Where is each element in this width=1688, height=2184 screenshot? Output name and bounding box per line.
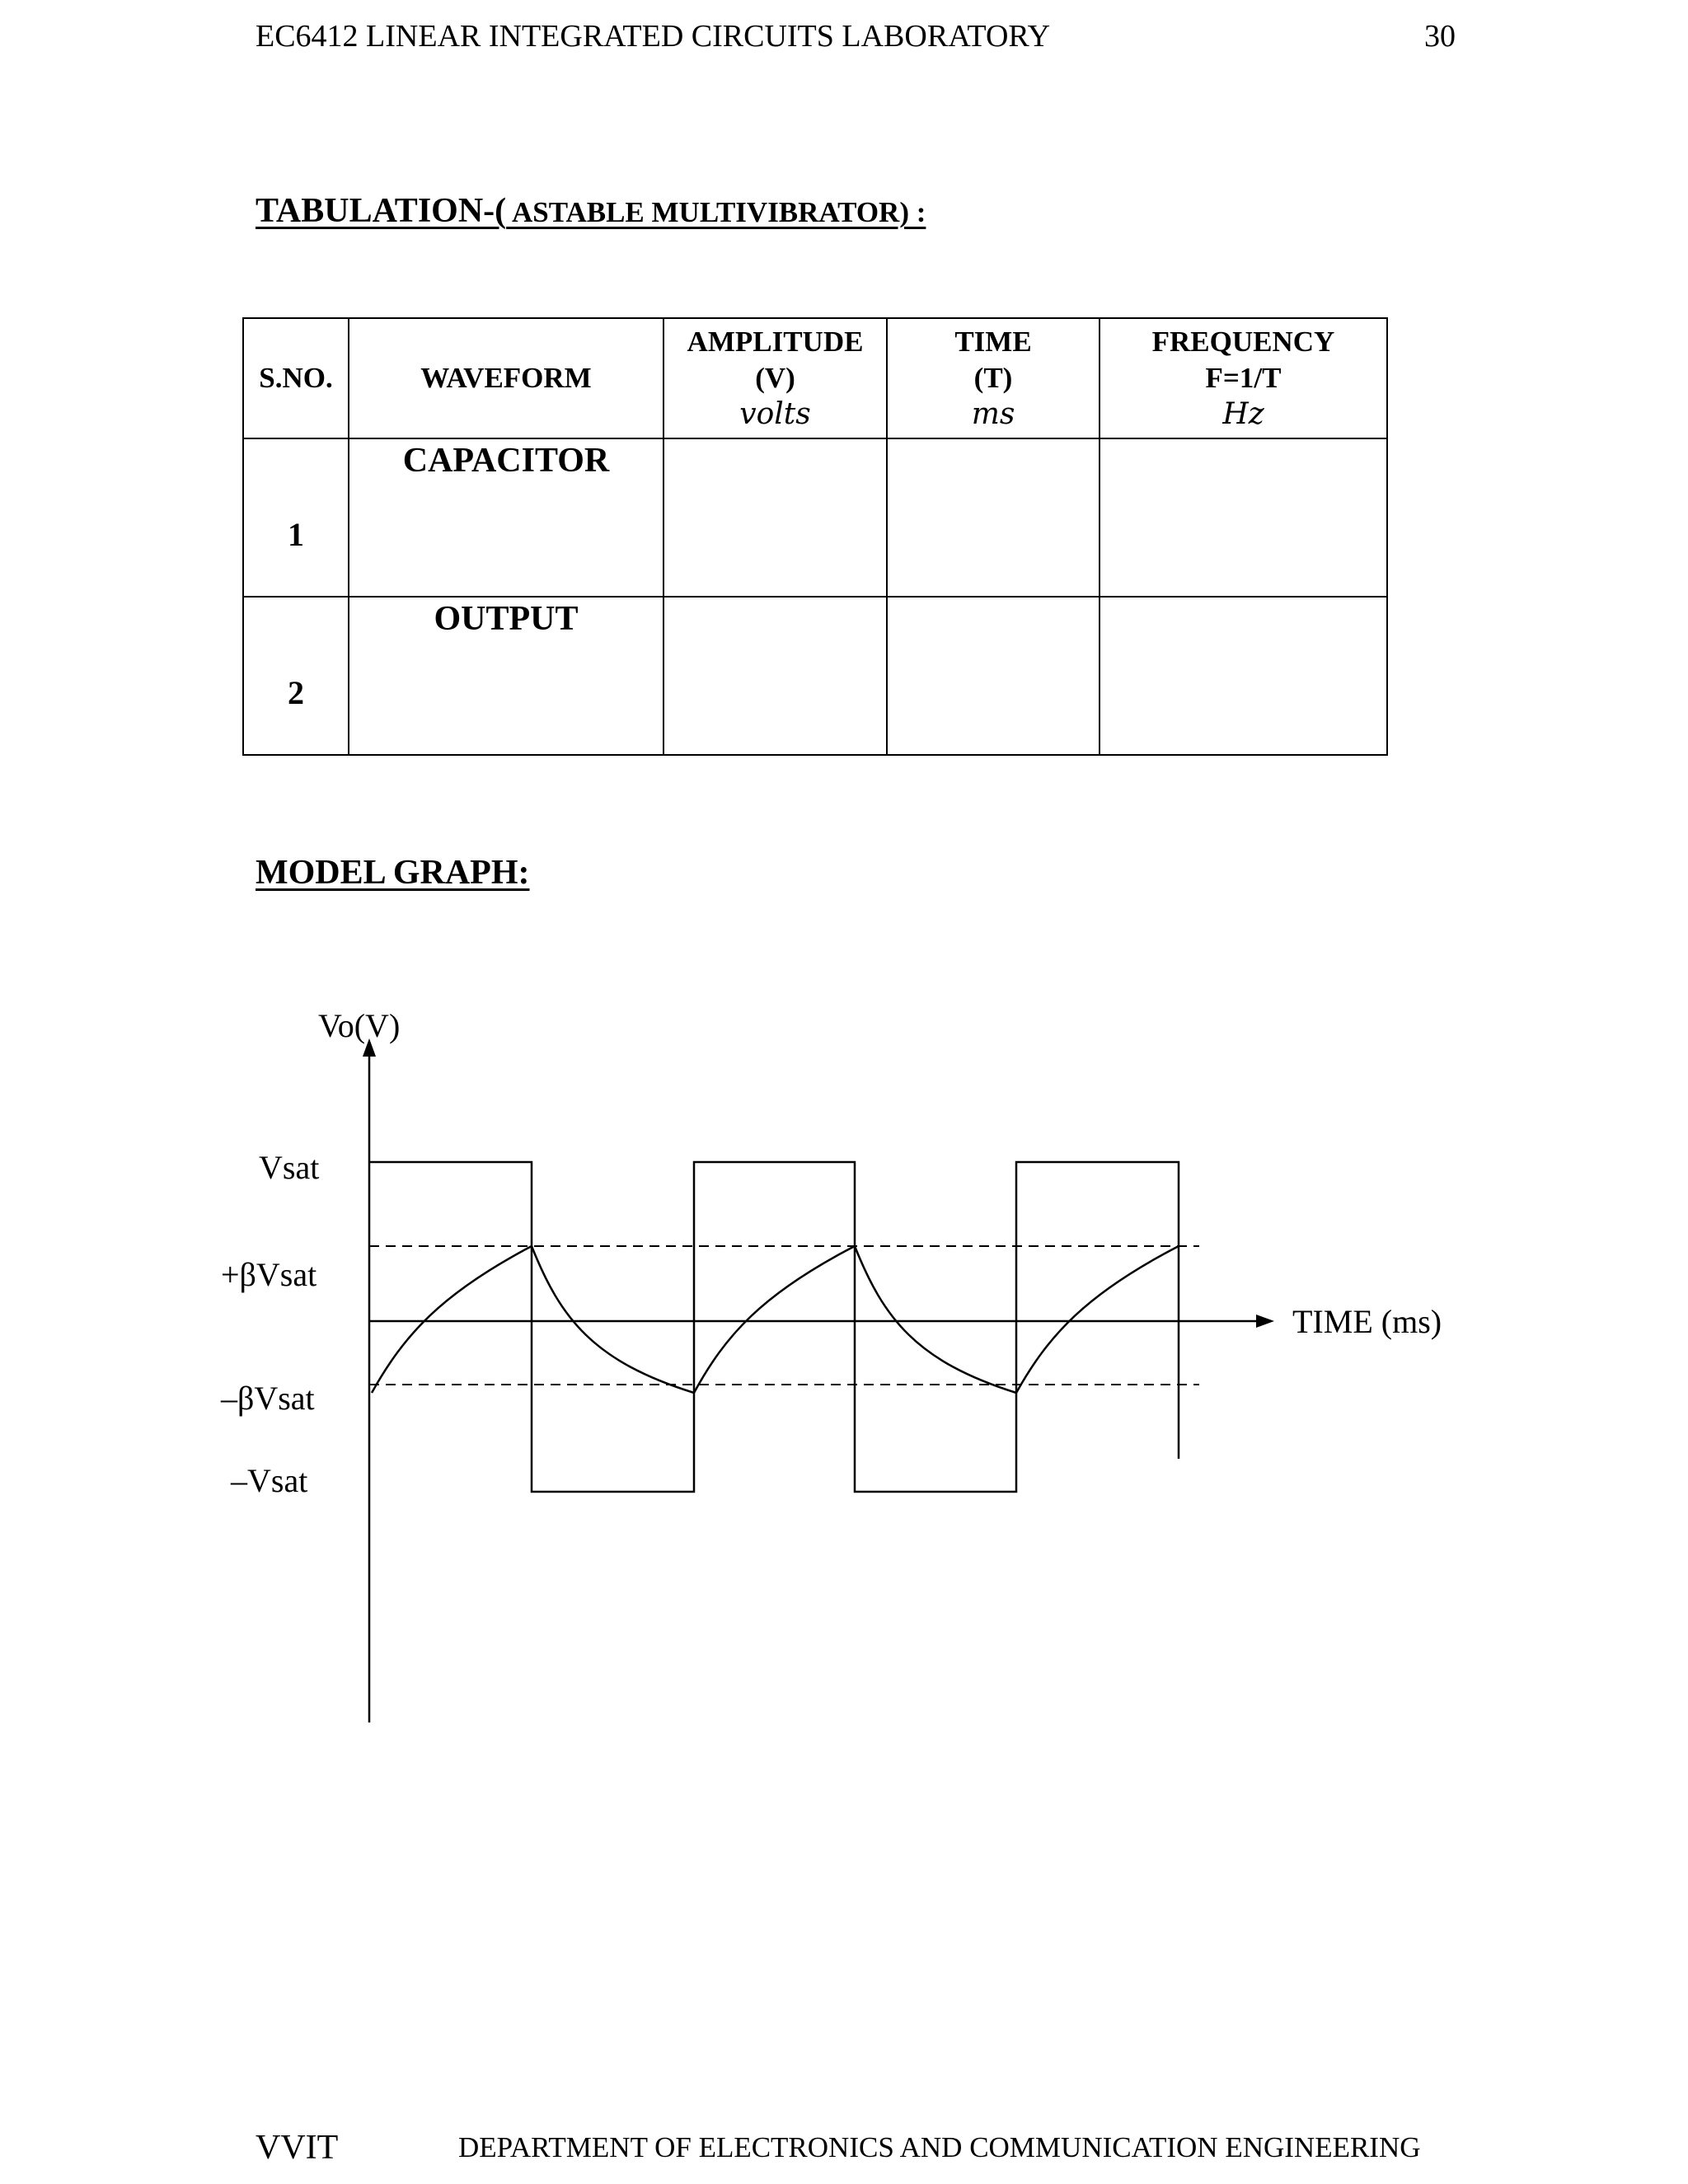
tabulation-heading-sub: ASTABLE MULTIVIBRATOR) : bbox=[506, 196, 926, 228]
cell-waveform: CAPACITOR bbox=[349, 438, 663, 597]
output-square-wave bbox=[369, 1162, 1179, 1492]
x-axis-arrow-icon bbox=[1256, 1315, 1274, 1328]
col-header-frequency: FREQUENCY F=1/T Hz bbox=[1100, 318, 1387, 438]
footer-left: VVIT bbox=[256, 2129, 339, 2167]
level-plus-beta-vsat: +βVsat bbox=[221, 1256, 317, 1293]
y-axis-label: Vo(V) bbox=[318, 1007, 401, 1044]
cell-sno: 2 bbox=[243, 597, 349, 755]
level-vsat: Vsat bbox=[259, 1149, 320, 1186]
cell-waveform: OUTPUT bbox=[349, 597, 663, 755]
col-header-amplitude: AMPLITUDE (V) volts bbox=[663, 318, 887, 438]
col-header-time: TIME (T) ms bbox=[887, 318, 1100, 438]
footer-right: DEPARTMENT OF ELECTRONICS AND COMMUNICATION ENGINEERING bbox=[458, 2131, 1421, 2163]
col-header-waveform: WAVEFORM bbox=[349, 318, 663, 438]
level-minus-vsat: –Vsat bbox=[231, 1462, 308, 1499]
capacitor-wave bbox=[372, 1246, 1179, 1393]
col-header-sno: S.NO. bbox=[243, 318, 349, 438]
tabulation-heading-main: TABULATION-( bbox=[256, 192, 507, 230]
header-title: EC6412 LINEAR INTEGRATED CIRCUITS LABORATORY bbox=[256, 19, 1051, 54]
cell-sno: 1 bbox=[243, 438, 349, 597]
page-number: 30 bbox=[1424, 19, 1456, 54]
level-minus-beta-vsat: –βVsat bbox=[221, 1380, 315, 1417]
x-axis-label: TIME (ms) bbox=[1292, 1303, 1442, 1340]
model-graph-heading: MODEL GRAPH: bbox=[256, 854, 530, 892]
